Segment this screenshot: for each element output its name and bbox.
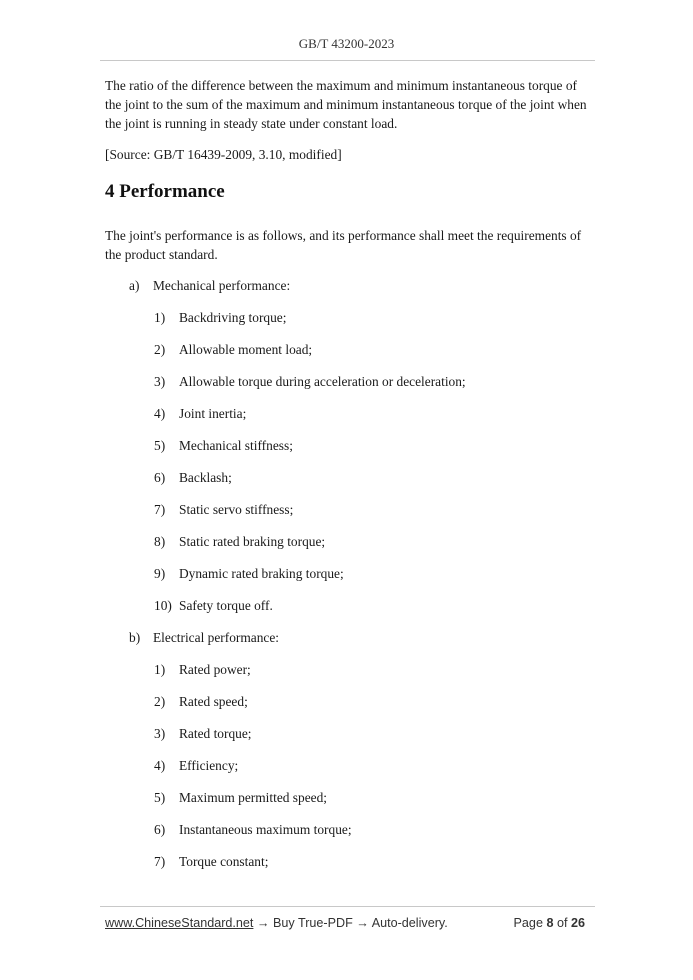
list-marker: 3) — [154, 374, 166, 389]
list-item-text: Backdriving torque; — [179, 310, 287, 325]
list-item — [154, 468, 232, 487]
list-item — [154, 564, 344, 583]
list-marker: 9) — [154, 566, 166, 581]
list-item-text: Instantaneous maximum torque; — [179, 822, 352, 837]
list-marker: 7) — [154, 854, 166, 869]
list-marker: 5) — [154, 438, 166, 453]
list-item — [154, 820, 352, 839]
list-item-text: Allowable torque during acceleration or deceleration; — [179, 374, 466, 389]
list-marker: 5) — [154, 790, 166, 805]
list-marker: b) — [129, 630, 141, 645]
list-item — [154, 308, 286, 327]
list-item — [154, 596, 273, 615]
list-item — [154, 788, 327, 807]
list-item — [154, 404, 246, 423]
list-marker: 10) — [154, 598, 172, 613]
list-item-text: Efficiency; — [179, 758, 239, 773]
list-item — [154, 340, 312, 359]
list-item — [154, 756, 238, 775]
site-link[interactable]: www.ChineseStandard.net — [105, 916, 254, 930]
page-header-title: GB/T 43200-2023 — [298, 36, 395, 51]
list-marker: a) — [129, 278, 140, 293]
list-marker: 3) — [154, 726, 166, 741]
list-item-text: Safety torque off. — [179, 598, 273, 613]
list-item-text: Torque constant; — [179, 854, 269, 869]
list-group-label: Mechanical performance: — [153, 278, 291, 293]
list-marker: 4) — [154, 406, 166, 421]
list-item — [154, 852, 268, 871]
list-marker: 4) — [154, 758, 166, 773]
list-item — [154, 372, 466, 391]
list-marker: 8) — [154, 534, 166, 549]
header-divider — [100, 60, 595, 61]
section-heading: 4 Performance — [105, 181, 225, 202]
list-item-text: Joint inertia; — [179, 406, 247, 421]
list-item-text: Rated speed; — [179, 694, 248, 709]
page-indicator — [514, 916, 585, 930]
page-total: 26 — [570, 916, 585, 930]
list-item-text: Static rated braking torque; — [179, 534, 326, 549]
list-item — [154, 436, 293, 455]
delivery-text: Auto-delivery. — [371, 916, 448, 930]
buy-pdf-text: Buy True-PDF — [273, 916, 353, 930]
source-note: [Source: GB/T 16439-2009, 3.10, modified] — [105, 147, 342, 162]
list-item-text: Mechanical stiffness; — [179, 438, 293, 453]
list-item-text: Static servo stiffness; — [179, 502, 294, 517]
list-group-electrical — [129, 628, 279, 647]
list-item-text: Maximum permitted speed; — [179, 790, 328, 805]
list-marker: 1) — [154, 662, 166, 677]
arrow-icon: → — [356, 916, 369, 930]
page-label: Page — [513, 916, 543, 930]
list-item — [154, 692, 248, 711]
footer-divider — [100, 906, 595, 907]
list-marker: 6) — [154, 822, 166, 837]
list-item-text: Rated torque; — [179, 726, 252, 741]
list-marker: 2) — [154, 694, 166, 709]
list-item — [154, 532, 325, 551]
list-item — [154, 500, 293, 519]
list-item — [154, 660, 251, 679]
section-paragraph: The joint's performance is as follows, and its performance shall meet the requirements of the product standard. — [105, 228, 582, 262]
list-marker: 6) — [154, 470, 166, 485]
intro-paragraph: The ratio of the difference between the maximum and minimum instantaneous torque of the joint to the sum of the maximum and minimum instantaneous torque of the joint when the joint is running in steady state under constant load. — [105, 78, 587, 131]
page-number: 8 — [546, 916, 554, 930]
list-item-text: Rated power; — [179, 662, 251, 677]
of-label: of — [556, 916, 568, 930]
list-marker: 7) — [154, 502, 166, 517]
list-item-text: Dynamic rated braking torque; — [179, 566, 344, 581]
list-marker: 1) — [154, 310, 166, 325]
list-item — [154, 724, 252, 743]
list-group-mechanical — [129, 276, 290, 295]
page-footer — [105, 916, 585, 930]
list-marker: 2) — [154, 342, 166, 357]
list-item-text: Allowable moment load; — [179, 342, 313, 357]
list-item-text: Backlash; — [179, 470, 232, 485]
list-group-label: Electrical performance: — [153, 630, 280, 645]
arrow-icon: → — [256, 916, 270, 930]
